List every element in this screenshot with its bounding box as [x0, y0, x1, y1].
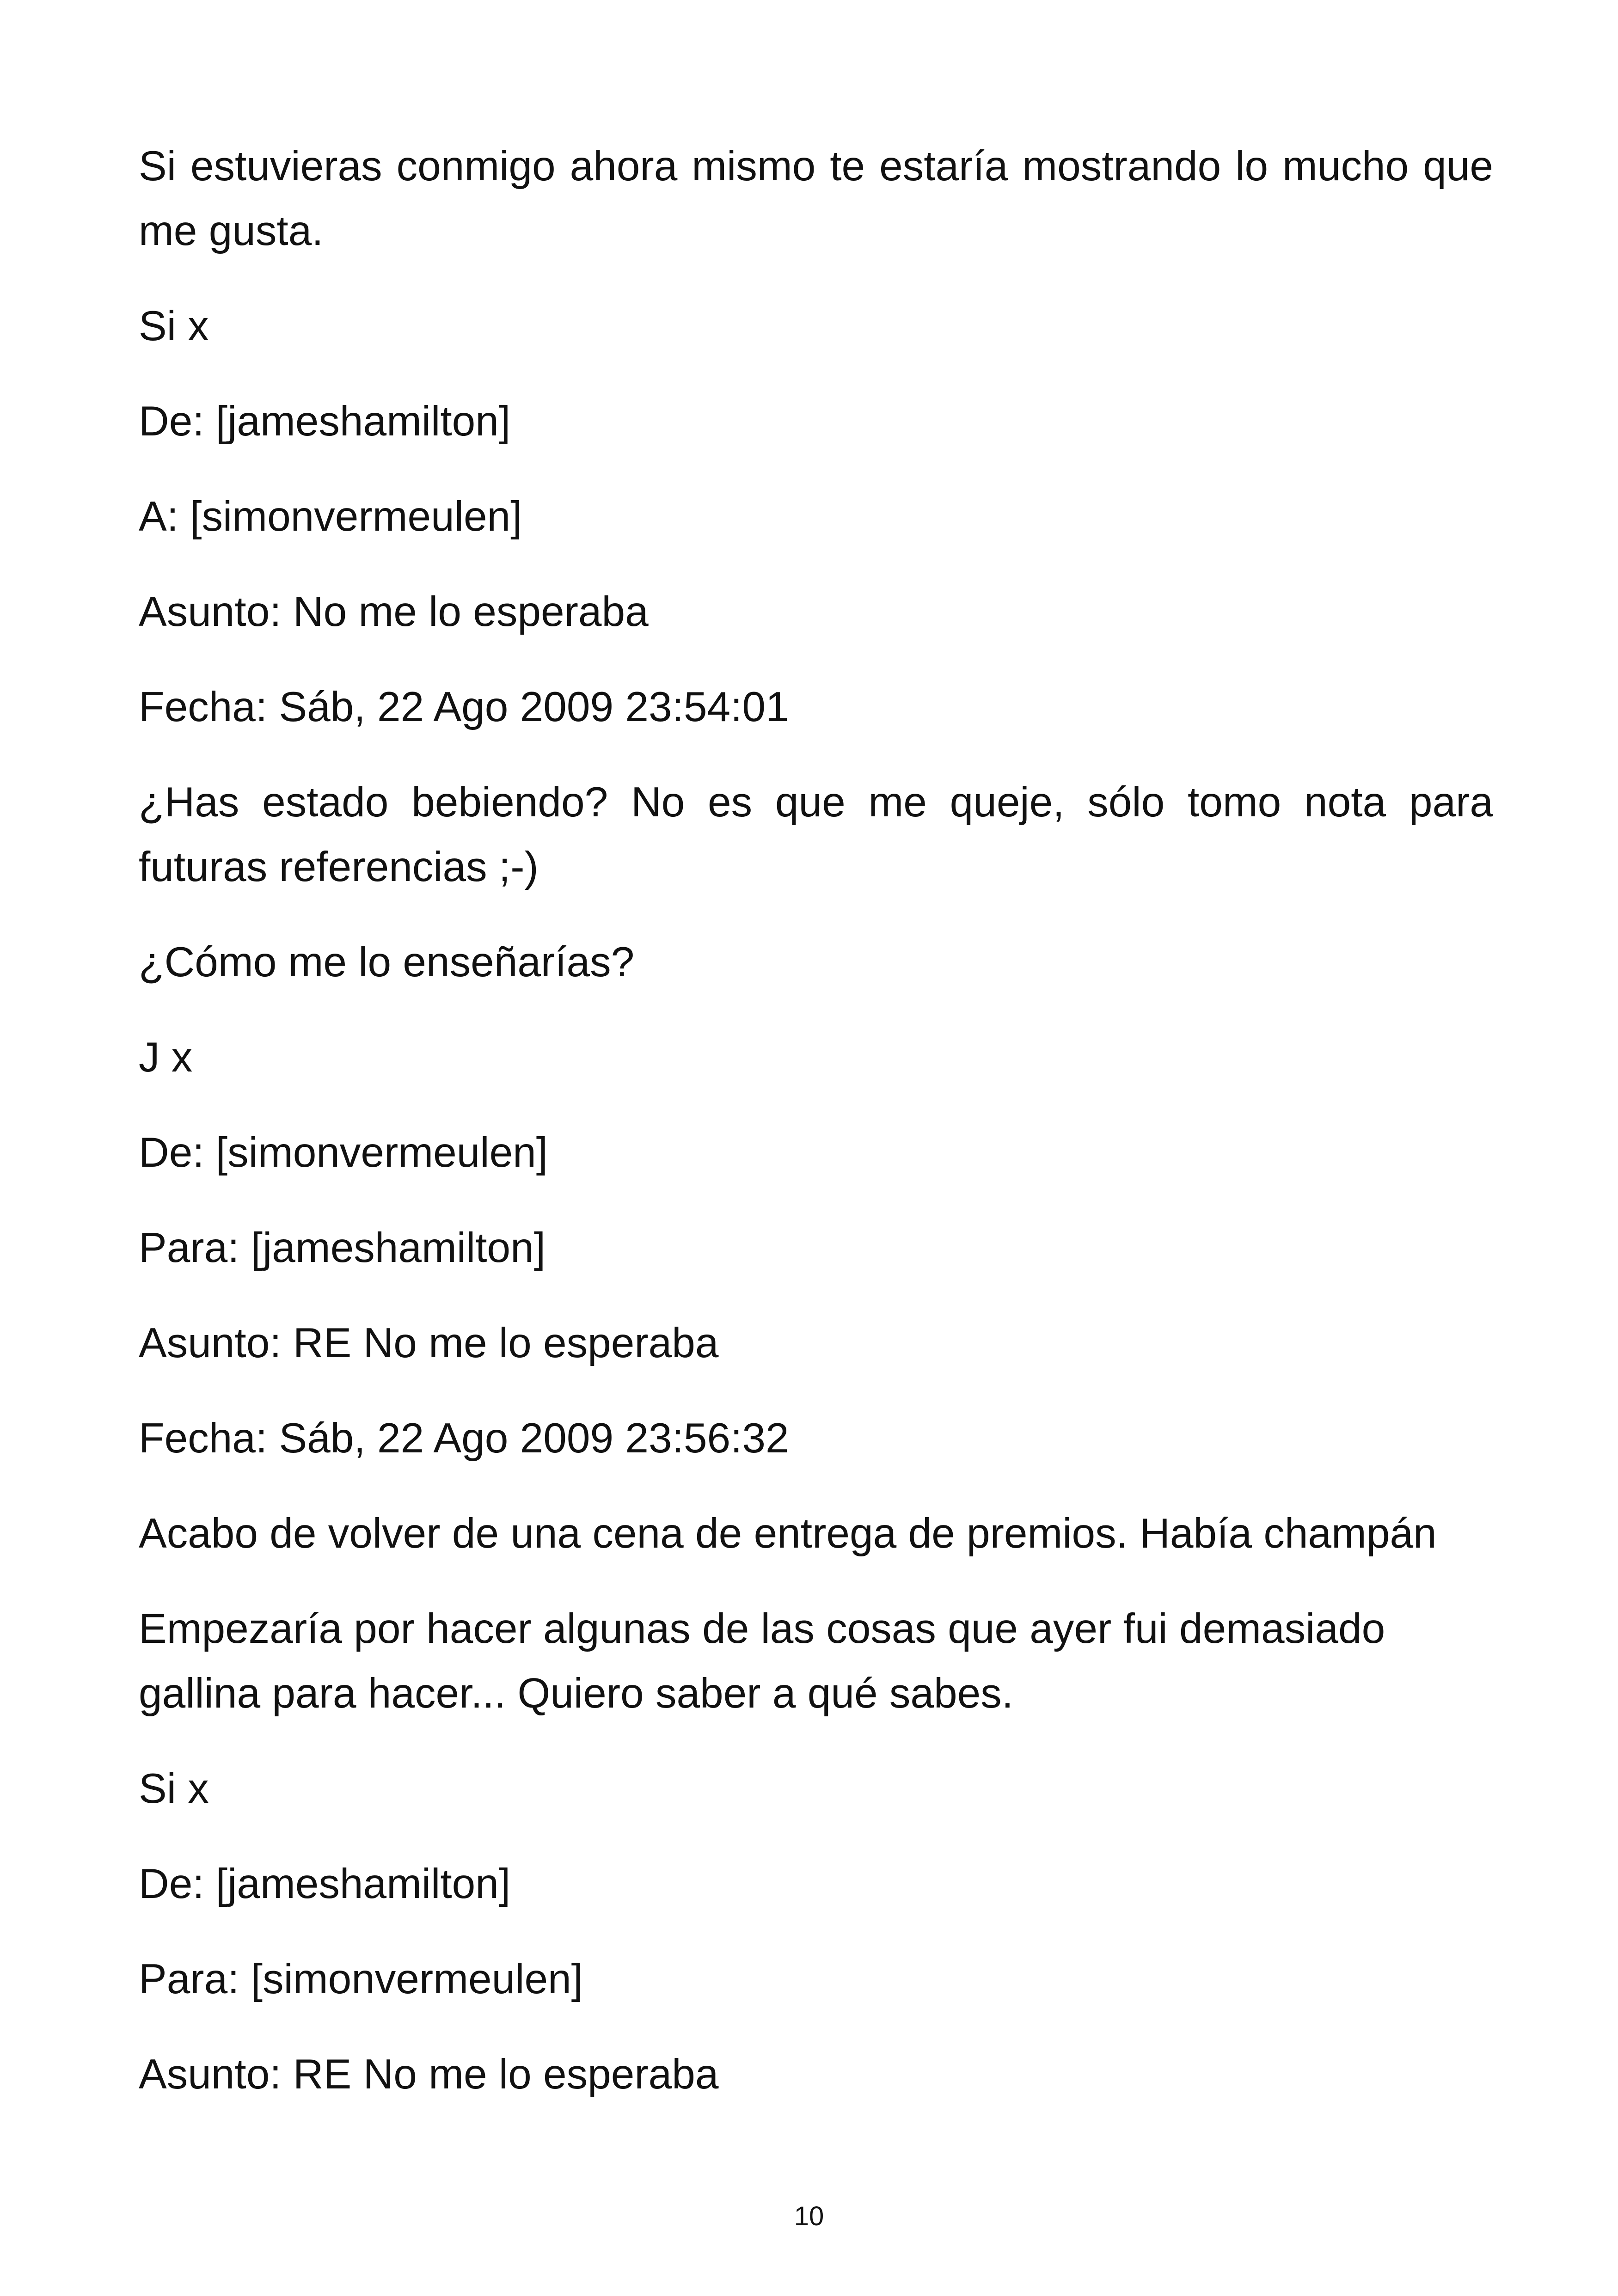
email-date: Fecha: Sáb, 22 Ago 2009 23:54:01: [139, 684, 789, 730]
email-to: A: [simonvermeulen]: [139, 493, 522, 540]
email-from: De: [jameshamilton]: [139, 398, 511, 445]
signature: Si x: [139, 303, 209, 349]
email-body-paragraph: ¿Has estado bebiendo? No es que me queje, sólo tomo nota para futuras referencias ;-): [139, 779, 1493, 890]
paragraph-intro: Si estuvieras conmigo ahora mismo te estaría mostrando lo mucho que me gusta.: [139, 143, 1493, 254]
email-subject: Asunto: RE No me lo esperaba: [139, 2051, 719, 2098]
email-to: Para: [simonvermeulen]: [139, 1956, 583, 2002]
email-to: Para: [jameshamilton]: [139, 1225, 546, 1271]
email-subject: Asunto: RE No me lo esperaba: [139, 1320, 719, 1366]
email-from: De: [simonvermeulen]: [139, 1129, 548, 1176]
signature: Si x: [139, 1765, 209, 1812]
email-body-paragraph: Acabo de volver de una cena de entrega de premios. Había champán: [139, 1510, 1437, 1557]
page-body: [139, 134, 1493, 2137]
signature: J x: [139, 1034, 193, 1081]
email-body-paragraph: ¿Cómo me lo enseñarías?: [139, 939, 635, 986]
page-number: 10: [794, 2201, 824, 2231]
email-body-paragraph: Empezaría por hacer algunas de las cosas que ayer fui demasiado gallina para hacer... Quiero saber a qué sabes.: [139, 1605, 1385, 1717]
email-date: Fecha: Sáb, 22 Ago 2009 23:56:32: [139, 1415, 789, 1462]
email-from: De: [jameshamilton]: [139, 1861, 511, 1907]
email-subject: Asunto: No me lo esperaba: [139, 588, 649, 635]
